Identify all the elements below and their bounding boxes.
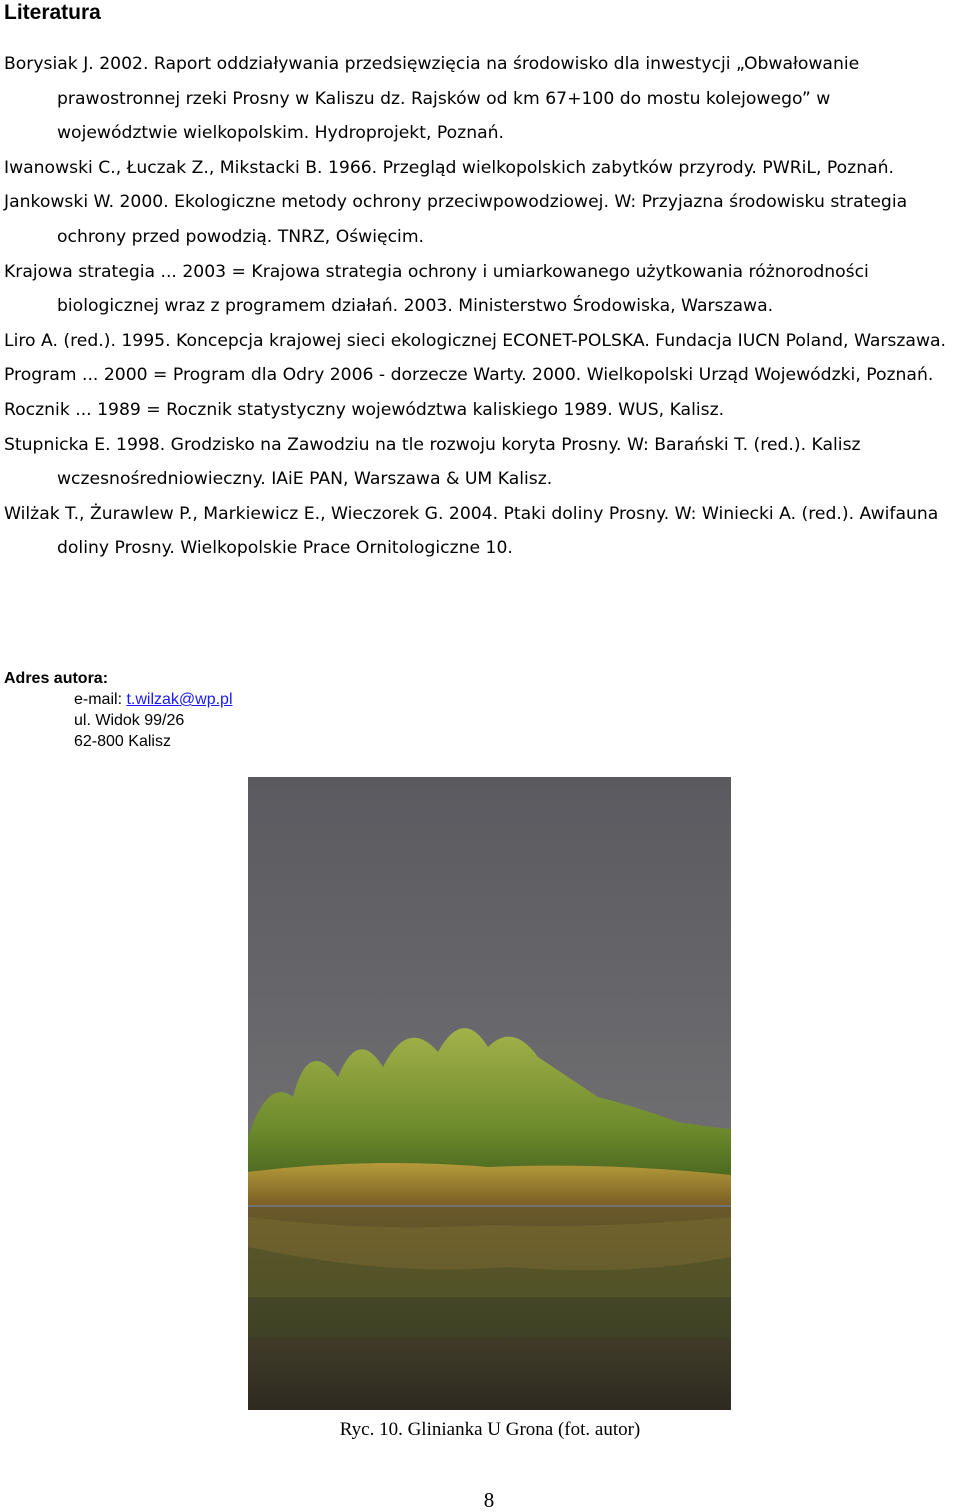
reference-item: Iwanowski C., Łuczak Z., Mikstacki B. 1966. Przegląd wielkopolskich zabytków przyrody. PWRiL, Poznań. [4, 157, 894, 178]
email-link[interactable]: t.wilzak@wp.pl [126, 691, 233, 708]
reference-item: Program ... 2000 = Program dla Odry 2006 - dorzecze Warty. 2000. Wielkopolski Urząd Wojewódzki, Poznań. [4, 365, 934, 386]
section-heading: Literatura [4, 1, 101, 24]
figure-caption: Ryc. 10. Glinianka U Grona (fot. autor) [339, 1419, 641, 1440]
reference-item: Liro A. (red.). 1995. Koncepcja krajowej sieci ekologicznej ECONET-POLSKA. Fundacja IUCN Poland, Warszawa. [4, 330, 946, 351]
reference-item: Wilżak T., Żurawlew P., Markiewicz E., Wieczorek G. 2004. Ptaki doliny Prosny. W: Winiecki A. (red.). Awifauna doliny Prosny. Wielkopolskie Prace Ornitologiczne 10. [4, 503, 939, 559]
reference-item: Rocznik ... 1989 = Rocznik statystyczny województwa kaliskiego 1989. WUS, Kalisz. [4, 399, 725, 420]
author-address-title: Adres autora: [4, 670, 109, 687]
reference-item: Jankowski W. 2000. Ekologiczne metody ochrony przeciwpowodziowej. W: Przyjazna środowisku strategia ochrony przed powodzią. TNRZ, Oświęcim. [4, 192, 908, 247]
page-number: 8 [483, 1488, 495, 1512]
author-address-lines [4, 689, 233, 752]
city-line: 62-800 Kalisz [74, 733, 171, 750]
reference-item: Stupnicka E. 1998. Grodzisko na Zawodziu na tle rozwoju koryta Prosny. W: Barański T. (red.). Kalisz wczesnośredniowieczny. IAiE PAN, Warszawa & UM Kalisz. [4, 434, 861, 490]
reference-list [4, 47, 956, 566]
street-line: ul. Widok 99/26 [74, 712, 185, 729]
email-line [74, 689, 233, 710]
email-label: e-mail: [74, 691, 127, 708]
reference-item: Krajowa strategia ... 2003 = Krajowa strategia ochrony i umiarkowanego użytkowania różnorodności biologicznej wraz z programem działań. 2003. Ministerstwo Środowiska, Warszawa. [4, 261, 869, 317]
author-address [4, 668, 233, 752]
reference-item: Borysiak J. 2002. Raport oddziaływania przedsięwzięcia na środowisko dla inwestycji „Obwałowanie prawostronnej rzeki Prosny w Kaliszu dz. Rajsków od km 67+100 do mostu kolejowego” w województwie wielkopolskim. Hydroprojekt, Poznań. [4, 54, 860, 144]
landscape-photo [248, 777, 731, 1410]
